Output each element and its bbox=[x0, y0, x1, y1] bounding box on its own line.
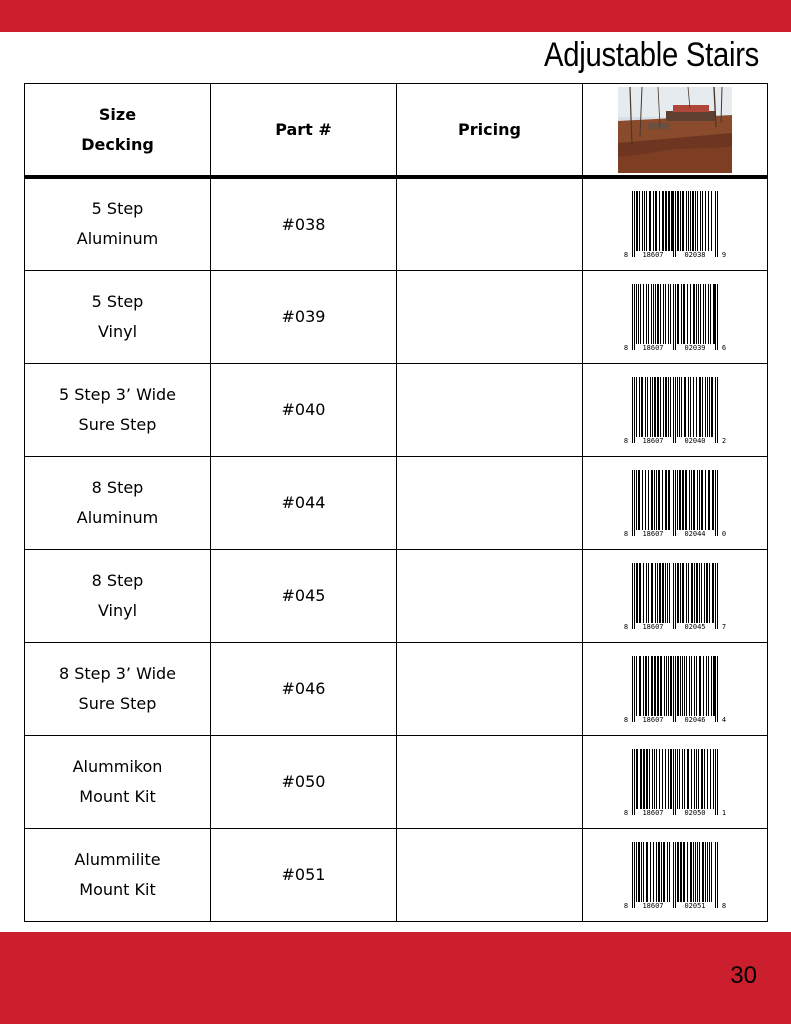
barcode-lead-digit: 8 bbox=[623, 808, 629, 817]
barcode-check-digit: 1 bbox=[721, 808, 727, 817]
table-row bbox=[25, 456, 768, 549]
column-header-size bbox=[25, 84, 211, 178]
cell-pricing bbox=[397, 735, 583, 828]
size-label: 5 Step bbox=[91, 199, 144, 219]
cell-pricing bbox=[397, 828, 583, 921]
barcode-lead-digit: 8 bbox=[623, 343, 629, 352]
barcode-icon bbox=[623, 282, 727, 352]
top-red-band bbox=[0, 0, 791, 32]
size-label: Alummilite bbox=[74, 849, 161, 869]
decking-label: Aluminum bbox=[76, 507, 159, 527]
table-row bbox=[25, 177, 768, 270]
decking-label: Sure Step bbox=[78, 414, 157, 434]
table-header-row bbox=[25, 84, 768, 178]
decking-label: Vinyl bbox=[97, 600, 138, 620]
column-header-size-line2: Decking bbox=[81, 134, 154, 154]
cell-part-number: #045 bbox=[211, 549, 397, 642]
size-label: 8 Step bbox=[91, 477, 144, 497]
decking-label: Vinyl bbox=[97, 321, 138, 341]
barcode-lead-digit: 8 bbox=[623, 436, 629, 445]
cell-size-decking bbox=[25, 177, 211, 270]
barcode-left-digits: 18607 bbox=[642, 529, 664, 538]
barcode-lead-digit: 8 bbox=[623, 901, 629, 910]
barcode-right-digits: 02044 bbox=[684, 529, 706, 538]
barcode-check-digit: 7 bbox=[721, 622, 727, 631]
cell-barcode bbox=[583, 735, 768, 828]
size-label: 8 Step bbox=[91, 570, 144, 590]
barcode-left-digits: 18607 bbox=[642, 715, 664, 724]
barcode-left-digits: 18607 bbox=[642, 251, 664, 260]
table-row bbox=[25, 828, 768, 921]
table-row bbox=[25, 642, 768, 735]
barcode-lead-digit: 8 bbox=[623, 622, 629, 631]
column-header-pricing: Pricing bbox=[397, 84, 583, 178]
table-row bbox=[25, 363, 768, 456]
column-header-photo bbox=[583, 84, 768, 178]
barcode-left-digits: 18607 bbox=[642, 436, 664, 445]
barcode-left-digits: 18607 bbox=[642, 622, 664, 631]
table-row bbox=[25, 549, 768, 642]
barcode-icon bbox=[623, 468, 727, 538]
barcode-check-digit: 6 bbox=[721, 343, 727, 352]
cell-barcode bbox=[583, 549, 768, 642]
decking-label: Mount Kit bbox=[79, 879, 156, 899]
decking-label: Sure Step bbox=[78, 693, 157, 713]
barcode-left-digits: 18607 bbox=[642, 343, 664, 352]
cell-pricing bbox=[397, 363, 583, 456]
barcode-check-digit: 2 bbox=[721, 436, 727, 445]
column-header-size-line1: Size bbox=[98, 104, 137, 124]
barcode-icon bbox=[623, 375, 727, 445]
barcode-lead-digit: 8 bbox=[623, 251, 629, 260]
barcode-left-digits: 18607 bbox=[642, 808, 664, 817]
cell-barcode bbox=[583, 363, 768, 456]
barcode-left-digits: 18607 bbox=[642, 901, 664, 910]
page-number: 30 bbox=[730, 962, 757, 989]
cell-size-decking bbox=[25, 363, 211, 456]
barcode-icon bbox=[623, 840, 727, 910]
cell-barcode bbox=[583, 642, 768, 735]
decking-label: Aluminum bbox=[76, 229, 159, 249]
barcode-check-digit: 9 bbox=[721, 251, 727, 260]
cell-part-number: #039 bbox=[211, 270, 397, 363]
barcode-right-digits: 02045 bbox=[684, 622, 706, 631]
table-row bbox=[25, 735, 768, 828]
cell-barcode bbox=[583, 456, 768, 549]
cell-pricing bbox=[397, 177, 583, 270]
size-label: 8 Step 3’ Wide bbox=[58, 663, 177, 683]
cell-part-number: #046 bbox=[211, 642, 397, 735]
cell-size-decking bbox=[25, 642, 211, 735]
bottom-red-band bbox=[0, 932, 791, 1024]
cell-part-number: #040 bbox=[211, 363, 397, 456]
barcode-icon bbox=[623, 747, 727, 817]
barcode-lead-digit: 8 bbox=[623, 715, 629, 724]
cell-barcode bbox=[583, 270, 768, 363]
cell-part-number: #044 bbox=[211, 456, 397, 549]
cell-size-decking bbox=[25, 828, 211, 921]
table-row bbox=[25, 270, 768, 363]
cell-barcode bbox=[583, 177, 768, 270]
barcode-right-digits: 02046 bbox=[684, 715, 706, 724]
barcode-right-digits: 02039 bbox=[684, 343, 706, 352]
barcode-check-digit: 0 bbox=[721, 529, 727, 538]
barcode-lead-digit: 8 bbox=[623, 529, 629, 538]
cell-pricing bbox=[397, 549, 583, 642]
cell-part-number: #051 bbox=[211, 828, 397, 921]
cell-pricing bbox=[397, 456, 583, 549]
barcode-right-digits: 02051 bbox=[684, 901, 706, 910]
cell-part-number: #050 bbox=[211, 735, 397, 828]
size-label: 5 Step bbox=[91, 291, 144, 311]
barcode-icon bbox=[623, 654, 727, 724]
cell-barcode bbox=[583, 828, 768, 921]
cell-pricing bbox=[397, 270, 583, 363]
cell-size-decking bbox=[25, 735, 211, 828]
cell-size-decking bbox=[25, 549, 211, 642]
column-header-part: Part # bbox=[211, 84, 397, 178]
barcode-icon bbox=[623, 189, 727, 259]
product-table bbox=[24, 83, 768, 922]
cell-pricing bbox=[397, 642, 583, 735]
barcode-right-digits: 02038 bbox=[684, 251, 706, 260]
barcode-check-digit: 4 bbox=[721, 715, 727, 724]
cell-size-decking bbox=[25, 456, 211, 549]
size-label: 5 Step 3’ Wide bbox=[58, 384, 177, 404]
cell-size-decking bbox=[25, 270, 211, 363]
stairs-photo bbox=[618, 87, 732, 173]
size-label: Alummikon bbox=[72, 756, 163, 776]
cell-part-number: #038 bbox=[211, 177, 397, 270]
decking-label: Mount Kit bbox=[79, 786, 156, 806]
barcode-check-digit: 8 bbox=[721, 901, 727, 910]
barcode-right-digits: 02040 bbox=[684, 436, 706, 445]
page-title: Adjustable Stairs bbox=[543, 36, 759, 74]
barcode-right-digits: 02050 bbox=[684, 808, 706, 817]
barcode-icon bbox=[623, 561, 727, 631]
